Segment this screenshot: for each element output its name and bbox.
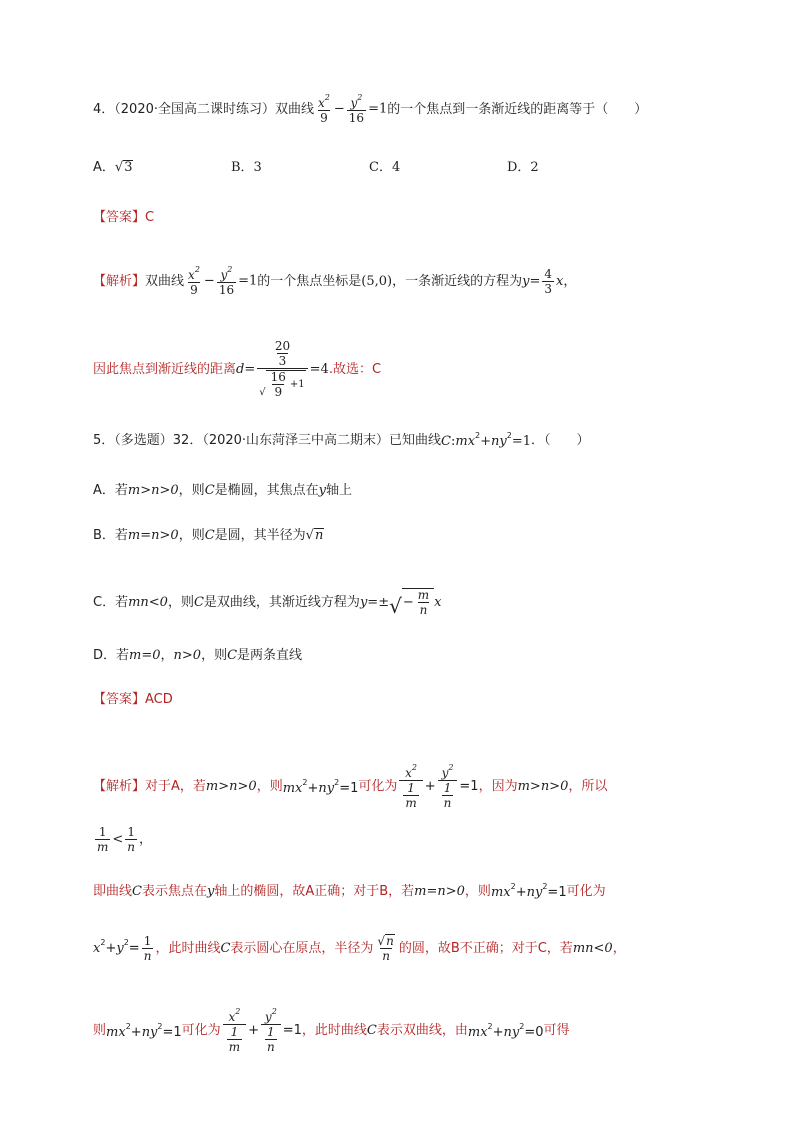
q4-prefix: 4．（2020·全国高二课时练习）双曲线	[93, 101, 314, 117]
sol4-text4: ，一条渐近线的方程为	[392, 273, 523, 289]
q5-option-c: C．若 mn<0 ，则 C 是双曲线，其渐近线方程为 y =± √ − $\frac{m}{n}$ x	[93, 588, 442, 618]
q5-suffix: ．（ ）	[531, 432, 590, 448]
sol4-text2: 的一个焦点坐标是	[257, 273, 362, 289]
hyperbola-form: $\frac{x^2}{\frac{1}{m}}$ + $\frac{y^2}{\frac{1}{n}}$ =1	[221, 1008, 302, 1053]
answer-value: ACD	[145, 692, 173, 707]
solution-q4-line2	[93, 340, 381, 398]
sol4-text7: .故选：C	[328, 361, 382, 377]
q4-suffix: 的一个焦点到一条渐近线的距离等于（ ）	[387, 101, 648, 117]
solution-q5-line5: 则 $mx^2+ny^2=1$ 可化为 $\frac{x^2}{\frac{1}{m}}$ + $\frac{y^2}{\frac{1}{n}}$ =1 ，此时曲线 C 表示双曲线，由 $mx^2+ny^2=0$ 可得	[93, 1007, 570, 1054]
solution-q5-line1: 【解析】 对于A，若 m>n>0 ，则 $mx^2+ny^2=1$ 可化为 $\frac{x^2}{\frac{1}{m}}$ + $\frac{y^2}{\frac{1}{n}}$ =1 ，因为 m>n>0 ，所以	[93, 763, 608, 810]
asymptote-c: y =± √ − $\frac{m}{n}$ x	[359, 588, 442, 618]
sqrt-n: √ n	[305, 528, 324, 543]
q5-option-a: A．若 m>n>0 ，则 C 是椭圆，其焦点在 y 轴上	[93, 483, 353, 498]
hyperbola-eq-q4: $\frac{x^2}{9}$ − $\frac{y^2}{16}$ =1	[318, 93, 388, 125]
option-b: B．3	[231, 159, 262, 175]
sol4-text1: 双曲线	[145, 273, 185, 289]
sol4-text6: 因此焦点到渐近线的距离	[93, 361, 237, 377]
q4-stem	[93, 94, 647, 124]
hyperbola-eq-sol4: $\frac{x^2}{9}$ − $\frac{y^2}{16}$ =1	[188, 265, 258, 297]
option-d: D．2	[507, 159, 539, 175]
answer-value: C	[145, 210, 155, 225]
focus-coordinate: (5,0)	[361, 273, 393, 289]
solution-tag: 【解析】	[93, 273, 146, 289]
solution-q5-line2: $\frac{1}{m}$ < $\frac{1}{n}$ ，	[97, 825, 153, 854]
q5-stem	[93, 432, 590, 448]
q5-option-d: D．若 m=0 ， n>0 ，则 C 是两条直线	[93, 648, 303, 663]
answer-tag: 【答案】	[93, 692, 146, 707]
option-c: C．4	[369, 159, 401, 175]
curve-eq: $C:mx^2+ny^2=1$	[441, 431, 532, 449]
sol4-text5: ，	[563, 273, 577, 289]
option-a: A． √ 3	[93, 160, 133, 175]
answer-q4	[93, 211, 154, 224]
solution-q4-line1	[93, 266, 576, 296]
q5-option-b: B．若 m=n>0 ，则 C 是圆，其半径为 √ n	[93, 527, 324, 543]
q4-options	[93, 160, 645, 174]
ellipse-form: $\frac{x^2}{\frac{1}{m}}$ + $\frac{y^2}{\frac{1}{n}}$ =1	[397, 764, 478, 809]
asymptote-eq: y= $\frac{4}{3}$ x	[522, 266, 564, 296]
solution-tag: 【解析】	[93, 779, 146, 794]
answer-tag: 【答案】	[93, 210, 146, 225]
q5-prefix: 5．（多选题）32．（2020·山东菏泽三中高二期末）已知曲线	[93, 432, 442, 448]
solution-q5-line3: 即曲线 C 表示焦点在 y 轴上的椭圆，故A正确；对于B，若 m=n>0 ，则 $mx^2+ny^2=1$ 可化为	[93, 882, 606, 900]
answer-q5	[93, 693, 173, 706]
solution-q5-line4: $x^2+y^2=$ $\frac{1}{n}$ ，此时曲线 C 表示圆心在原点，半径为 √ n n 的圆，故B不正确；对于C，若 mn<0 ，	[93, 933, 626, 963]
distance-formula: d = $\frac{20}{3}$ √ $\frac{16}{9}$ +1 =4	[236, 339, 329, 399]
sqrt-3: √ 3	[114, 160, 133, 175]
